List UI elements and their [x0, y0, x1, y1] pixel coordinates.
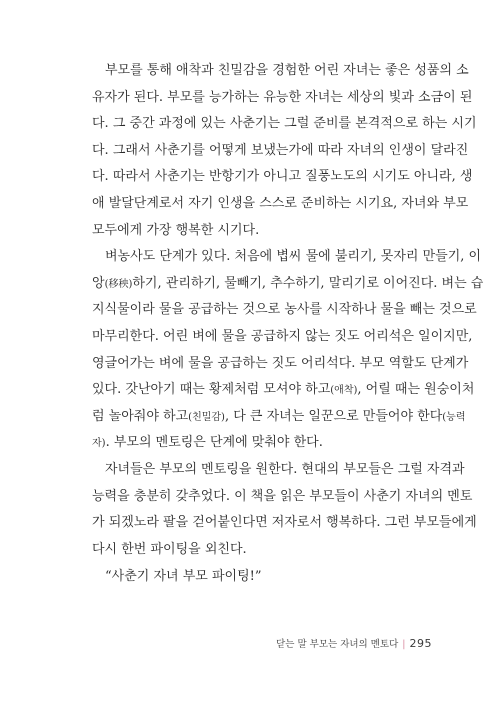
text-line: 다. 그래서 사춘기를 어떻게 보냈는가에 따라 자녀의 인생이 달라진: [92, 142, 469, 158]
annotation: (移秧): [104, 278, 133, 290]
text-line: 자녀들은 부모의 멘토링을 원한다. 현대의 부모들은 그럴 자격과: [105, 461, 465, 477]
page-number: 295: [409, 637, 432, 650]
text-line: [92, 404, 466, 431]
text-line: 마무리한다. 어린 벼에 물을 공급하지 않는 짓도 어리석은 일이지만,: [92, 328, 473, 344]
paragraph-1: [92, 58, 477, 244]
text-fragment: . 부모의 멘토링은 단계에 맞춰야 한다.: [105, 435, 323, 451]
text-line: 유자가 된다. 부모를 능가하는 유능한 자녀는 세상의 빛과 소금이 된: [92, 89, 473, 105]
text-line: 가 되겠노라 팔을 걷어붙인다면 저자로서 행복하다. 그런 부모들에게: [92, 515, 477, 531]
text-fragment: 하기, 관리하기, 물빼기, 추수하기, 말리기로 이어진다. 벼는 습: [132, 275, 484, 291]
text-fragment: 럼 놀아줘야 하고: [92, 408, 189, 424]
text-line: 벼농사도 단계가 있다. 처음에 볍씨 물에 불리기, 못자리 만들기, 이: [105, 249, 482, 265]
text-line: 능력을 충분히 갖추었다. 이 책을 읽은 부모들이 사춘기 자녀의 멘토: [92, 488, 473, 504]
annotation: (애착): [330, 385, 358, 397]
text-line: [92, 430, 434, 457]
text-line: 애 발달단계로서 자기 인생을 스스로 준비하는 시기요, 자녀와 부모: [92, 195, 469, 211]
annotation: (능력: [442, 411, 466, 423]
text-line: [92, 271, 484, 298]
text-line: 부모를 통해 애착과 친밀감을 경험한 어린 자녀는 좋은 성품의 소: [105, 63, 469, 78]
quote-text: “사춘기 자녀 부모 파이팅!”: [105, 569, 262, 585]
text-line: 다. 따라서 사춘기는 반항기가 아니고 질풍노도의 시기도 아니라, 생: [92, 169, 473, 185]
text-line: [92, 377, 475, 404]
text-line: 영글어가는 벼에 물을 공급하는 짓도 어리석다. 부모 역할도 단계가: [92, 355, 469, 371]
text-line: 다. 그 중간 과정에 있는 사춘기는 그럴 준비를 본격적으로 하는 시기: [92, 116, 477, 132]
text-line: 모두에게 가장 행복한 시기다.: [92, 222, 260, 238]
running-title: 닫는 말 부모는 자녀의 멘토다: [276, 639, 399, 650]
annotation: 자): [92, 438, 106, 450]
text-fragment: , 어릴 때는 원숭이처: [357, 382, 475, 398]
paragraph-3: [92, 457, 477, 563]
text-fragment: , 다 큰 자녀는 일꾼으로 만들어야 한다: [224, 408, 443, 424]
annotation: (친밀감): [188, 411, 225, 423]
text-line: 지식물이라 물을 공급하는 것으로 농사를 시작하나 물을 빼는 것으로: [92, 302, 477, 318]
page-footer: [276, 636, 432, 650]
body-text: [92, 58, 484, 591]
text-fragment: 있다. 갓난아기 때는 황제처럼 모셔야 하고: [92, 382, 331, 398]
paragraph-2: [92, 244, 484, 457]
text-line: 다시 한번 파이팅을 외친다.: [92, 541, 247, 557]
closing-quote: [92, 564, 434, 591]
footer-separator: |: [402, 639, 406, 650]
text-fragment: 앙: [92, 275, 105, 291]
